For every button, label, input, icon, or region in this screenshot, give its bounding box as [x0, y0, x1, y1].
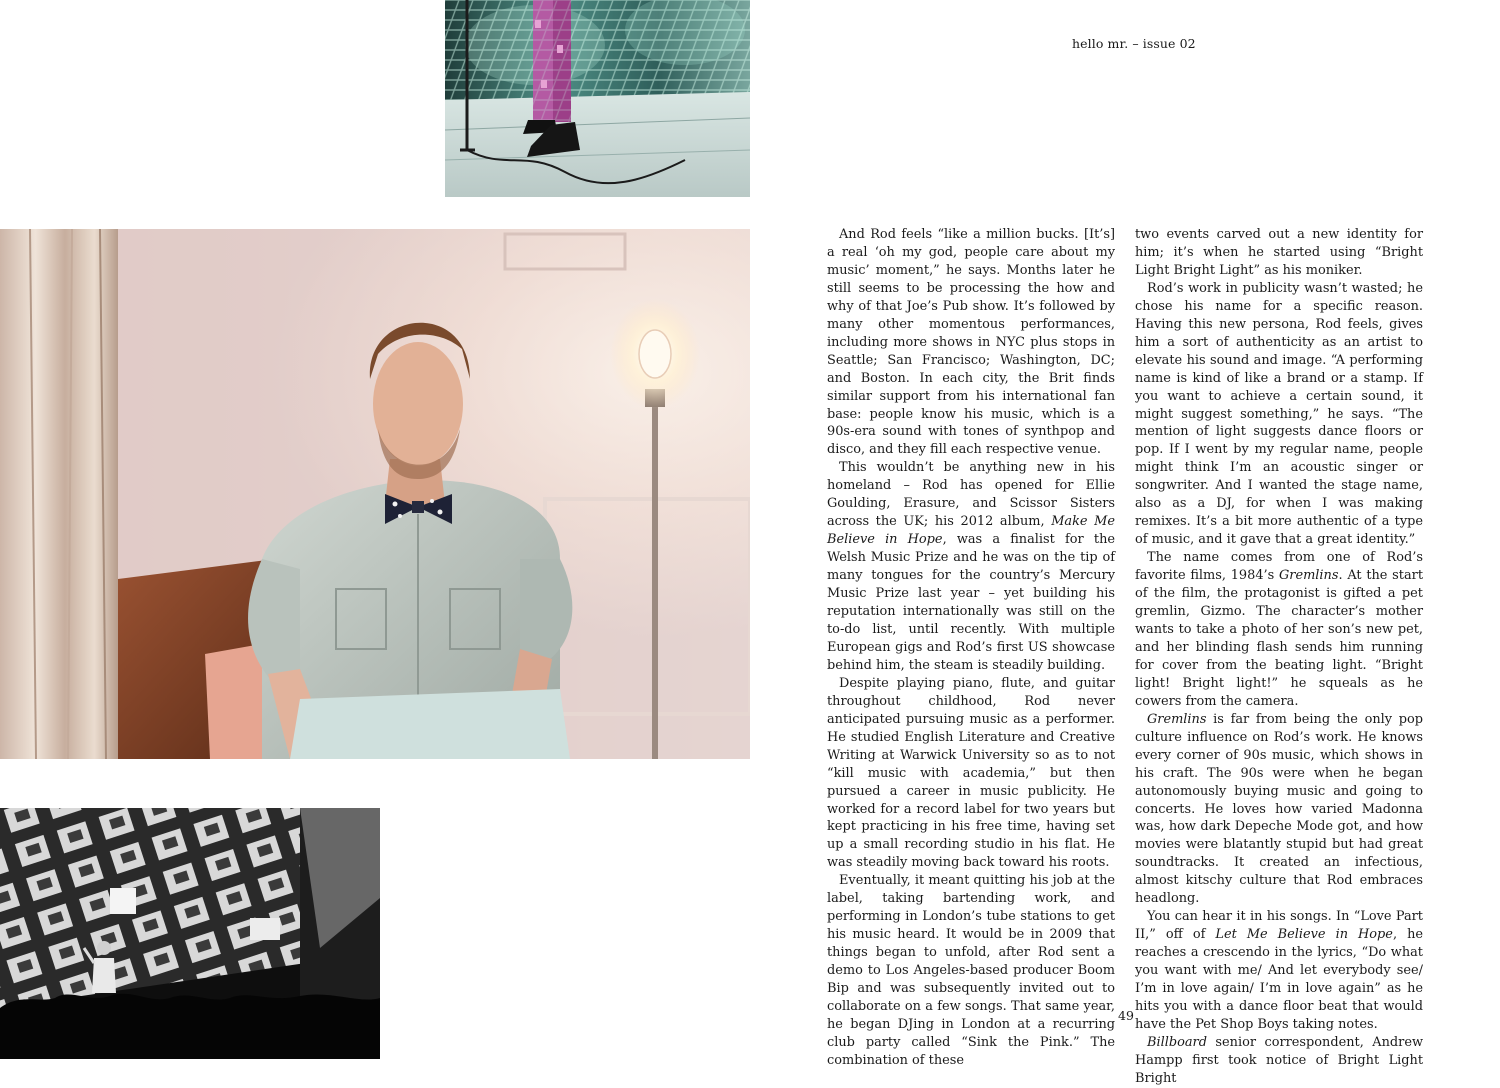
- paragraph: Despite playing piano, flute, and guitar throughout childhood, Rod never anticipated pursuing music as a performer. He studied English Literature and Creative Writing at Warwick University so as to not “kill music with academia,” but then pursued a career in music publicity. He worked for a record label for two years but kept practicing in his free time, having set up a small recording studio in his flat. He was steadily moving back toward his roots.: [827, 675, 1115, 871]
- article-column-2: [1135, 226, 1423, 1088]
- paragraph: two events carved out a new identity for him; it’s when he started using “Bright Light Bright Light” as his moniker.: [1135, 227, 1423, 278]
- running-head: hello mr. – issue 02: [1072, 36, 1196, 51]
- paragraph: This wouldn’t be anything new in his homeland – Rod has opened for Ellie Goulding, Erasure, and Scissor Sisters across the UK; his 2012 album, Make Me Believe in Hope, was a finalist for the Welsh Music Prize and he was on the tip of many tongues for the country’s Mercury Music Prize last year – yet building his reputation internationally was still on the to-do list, until recently. With multiple European gigs and Rod’s first US showcase behind him, the steam is steadily building.: [827, 460, 1116, 673]
- article-column-1: [827, 226, 1115, 1070]
- paragraph: Rod’s work in publicity wasn’t wasted; he chose his name for a specific reason. Having this new persona, Rod feels, gives him a sort of authenticity as an artist to elevate his sound and image. “A performing name is kind of like a brand or a stamp. If you want to achieve a certain sound, it might suggest something,” he says. “The mention of light suggests dance floors or pop. If I went by my regular name, people might think I’m an acoustic singer or songwriter. And I wanted the stage name, also as a DJ, for when I was making remixes. It’s a bit more authentic of a type of music, and it gave that a great identity.”: [1135, 280, 1423, 548]
- page-number: 49: [1118, 1008, 1134, 1023]
- paragraph: Gremlins is far from being the only pop culture influence on Rod’s work. He knows every corner of 90s music, which shows in his craft. The 90s were when he began autonomously buying music and going to concerts. He loves how varied Madonna was, how dark Depeche Mode got, and how movies were blatantly stupid but had great soundtracks. It created an infectious, almost kitschy culture that Rod embraces headlong.: [1135, 711, 1423, 907]
- paragraph: Eventually, it meant quitting his job at the label, taking bartending work, and performing in London’s tube stations to get his music heard. It would be in 2009 that things began to unfold, after Rod sent a demo to Los Angeles-based producer Boom Bip and was subsequently invited out to collaborate on a few songs. That same year, he began DJing in London at a recurring club party called “Sink the Pink.” The combination of these: [827, 873, 1115, 1068]
- concert-photo: [0, 808, 380, 1059]
- paragraph: Billboard senior correspondent, Andrew Hampp first took notice of Bright Light Bright: [1135, 1034, 1423, 1086]
- paragraph: The name comes from one of Rod’s favorite films, 1984’s Gremlins. At the start of the film, the protagonist is gifted a pet gremlin, Gizmo. The character’s mother wants to take a photo of her son’s new pet, and her blinding flash sends him running for cover from the beating light. “Bright light! Bright light!” he squeals as he cowers from the camera.: [1135, 550, 1424, 709]
- portrait-photo: [0, 229, 750, 759]
- paragraph: And Rod feels “like a million bucks. [It’s] a real ‘oh my god, people care about my music’ moment,” he says. Months later he still seems to be processing the how and why of that Joe’s Pub show. It’s followed by many other momentous performances, including more shows in NYC plus stops in Seattle; San Francisco; Washington, DC; and Boston. In each city, the Brit finds similar support from his international fan base: people know his music, which is a 90s-era sound with tones of synthpop and disco, and they fill each respective venue.: [827, 227, 1115, 458]
- paragraph: You can hear it in his songs. In “Love Part II,” off of Let Me Believe in Hope, he reaches a crescendo in the lyrics, “Do what you want with me/ And let everybody see/ I’m in love again/ I’m in love again” as he hits you with a dance floor beat that would have the Pet Shop Boys taking notes.: [1135, 909, 1423, 1032]
- stage-performer-photo: [445, 0, 750, 197]
